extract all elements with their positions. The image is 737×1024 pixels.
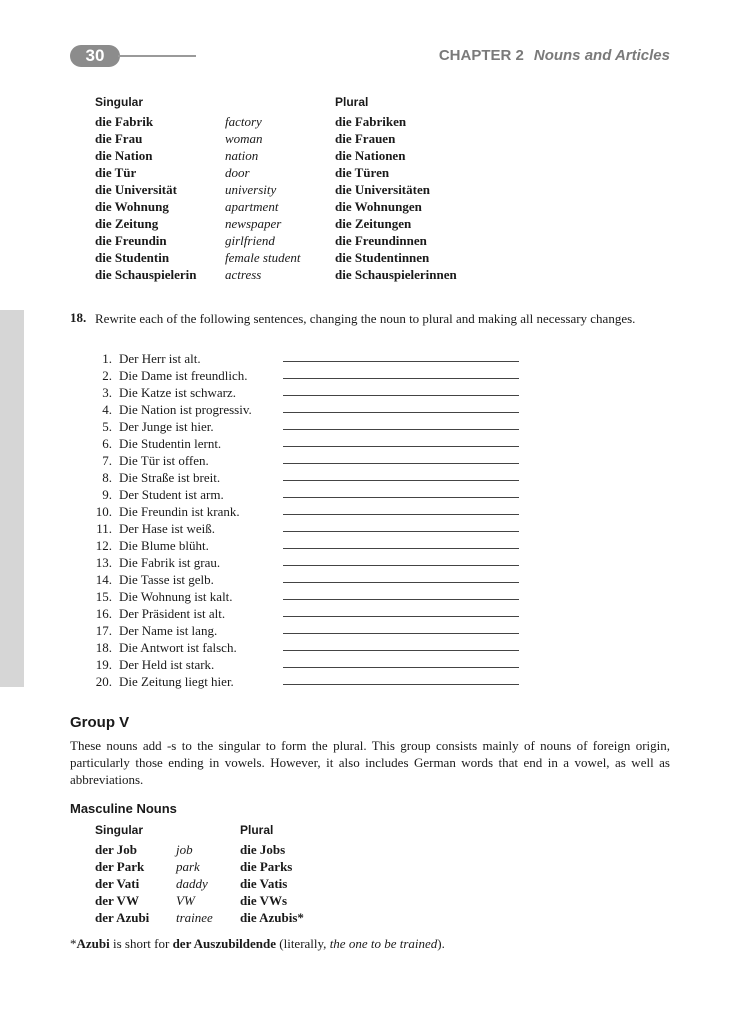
masculine-nouns-heading: Masculine Nouns	[70, 801, 177, 816]
singular-form: der Job	[95, 842, 138, 857]
singular-form: die Studentin	[95, 250, 170, 265]
exercise-item-number: 15.	[95, 589, 112, 604]
footnote-text-3: ).	[437, 936, 445, 951]
english-meaning: woman	[225, 131, 263, 146]
plural-form: die Studentinnen	[335, 250, 430, 265]
exercise-item-number: 11.	[96, 521, 112, 536]
footnote	[70, 936, 445, 952]
english-meaning: factory	[225, 114, 262, 129]
answer-line	[283, 684, 519, 685]
exercise-item-number: 7.	[102, 453, 112, 468]
answer-line	[283, 378, 519, 379]
english-meaning: job	[176, 842, 193, 857]
exercise-item-sentence: Die Tür ist offen.	[119, 453, 209, 468]
exercise-item	[84, 401, 524, 418]
answer-line	[283, 497, 519, 498]
answer-line	[283, 582, 519, 583]
singular-form: die Fabrik	[95, 114, 154, 129]
exercise-item	[84, 554, 524, 571]
exercise-item-sentence: Die Wohnung ist kalt.	[119, 589, 233, 604]
exercise-item-sentence: Die Studentin lernt.	[119, 436, 222, 451]
exercise-instruction: Rewrite each of the following sentences, changing the noun to plural and making all necessary changes.	[95, 311, 636, 326]
answer-line	[283, 361, 519, 362]
exercise-item	[84, 622, 524, 639]
plural-form: die Jobs	[240, 842, 286, 857]
exercise-item	[84, 435, 524, 452]
exercise-item	[84, 571, 524, 588]
singular-form: die Schauspielerin	[95, 267, 197, 282]
footnote-full-term: der Auszubildende	[172, 936, 277, 951]
exercise-item	[84, 588, 524, 605]
answer-line	[283, 429, 519, 430]
english-meaning: nation	[225, 148, 259, 163]
answer-line	[283, 446, 519, 447]
exercise-item-sentence: Der Name ist lang.	[119, 623, 218, 638]
exercise-item-sentence: Die Nation ist progressiv.	[119, 402, 252, 417]
exercise-item-sentence: Der Student ist arm.	[119, 487, 224, 502]
exercise-item	[84, 520, 524, 537]
plural-form: die Zeitungen	[335, 216, 412, 231]
answer-line	[283, 616, 519, 617]
page-number-badge: 30	[70, 45, 120, 67]
footnote-text-2: (literally,	[276, 936, 330, 951]
exercise-item	[84, 350, 524, 367]
answer-line	[283, 667, 519, 668]
plural-form: die Frauen	[335, 131, 396, 146]
exercise-item-sentence: Die Zeitung liegt hier.	[119, 674, 234, 689]
plural-form: die Türen	[335, 165, 390, 180]
plural-form: die Schauspielerinnen	[335, 267, 457, 282]
exercise-item	[84, 452, 524, 469]
plural-form: die Wohnungen	[335, 199, 422, 214]
exercise-item-sentence: Die Blume blüht.	[119, 538, 209, 553]
answer-line	[283, 599, 519, 600]
exercise-item-number: 17.	[95, 623, 112, 638]
exercise-item-number: 12.	[95, 538, 112, 553]
exercise-item-sentence: Die Straße ist breit.	[119, 470, 221, 485]
group-v-paragraph: These nouns add -s to the singular to form the plural. This group consists mainly of nouns of foreign origin, particularly those ending in vowels. However, it also includes German words that end in a vowel, as well as abbreviations.	[70, 738, 670, 787]
exercise-item-sentence: Der Junge ist hier.	[119, 419, 214, 434]
answer-line	[283, 548, 519, 549]
exercise-item	[84, 537, 524, 554]
english-meaning: VW	[176, 893, 195, 908]
exercise-item-number: 6.	[102, 436, 112, 451]
english-meaning: girlfriend	[225, 233, 275, 248]
exercise-item-sentence: Der Hase ist weiß.	[119, 521, 216, 536]
english-meaning: apartment	[225, 199, 279, 214]
singular-form: der Vati	[95, 876, 140, 891]
plural-form: die Universitäten	[335, 182, 430, 197]
answer-line	[283, 650, 519, 651]
exercise-item-number: 10.	[95, 504, 112, 519]
exercise-item	[84, 384, 524, 401]
exercise-item	[84, 656, 524, 673]
answer-line	[283, 531, 519, 532]
answer-line	[283, 395, 519, 396]
exercise-item	[84, 673, 524, 690]
exercise-item	[84, 503, 524, 520]
english-meaning: daddy	[176, 876, 208, 891]
plural-form: die Vatis	[240, 876, 288, 891]
exercise-item	[84, 367, 524, 384]
exercise-item	[84, 418, 524, 435]
singular-form: die Tür	[95, 165, 137, 180]
english-meaning: actress	[225, 267, 262, 282]
table1-plural-header: Plural	[335, 95, 369, 109]
english-meaning: university	[225, 182, 277, 197]
exercise-list	[84, 350, 524, 690]
footnote-meaning: the one to be trained	[329, 936, 438, 951]
answer-line	[283, 463, 519, 464]
footnote-term: Azubi	[76, 936, 110, 951]
singular-form: die Frau	[95, 131, 143, 146]
exercise-item-number: 1.	[102, 351, 112, 366]
exercise-item-number: 5.	[102, 419, 112, 434]
english-meaning: newspaper	[225, 216, 282, 231]
footnote-text-1: is short for	[109, 936, 173, 951]
table2-plural-header: Plural	[240, 823, 274, 837]
exercise-item-number: 19.	[95, 657, 112, 672]
chapter-title: Nouns and Articles	[533, 47, 670, 64]
exercise-item-number: 3.	[102, 385, 112, 400]
plural-form: die Fabriken	[335, 114, 407, 129]
plural-form: die Parks	[240, 859, 293, 874]
answer-line	[283, 514, 519, 515]
exercise-item-sentence: Die Fabrik ist grau.	[119, 555, 221, 570]
english-meaning: park	[176, 859, 200, 874]
header-rule	[118, 55, 196, 57]
plural-form: die Freundinnen	[335, 233, 427, 248]
exercise-item-sentence: Der Präsident ist alt.	[119, 606, 226, 621]
exercise-item-number: 2.	[102, 368, 112, 383]
answer-line	[283, 480, 519, 481]
singular-form: die Universität	[95, 182, 177, 197]
table2-singular-header: Singular	[95, 823, 144, 837]
singular-form: der Park	[95, 859, 145, 874]
singular-form: der VW	[95, 893, 139, 908]
footnote-star: *	[70, 936, 77, 951]
exercise-item	[84, 639, 524, 656]
exercise-number: 18.	[70, 310, 87, 325]
exercise-item-sentence: Der Herr ist alt.	[119, 351, 201, 366]
singular-form: die Freundin	[95, 233, 167, 248]
exercise-item-sentence: Die Tasse ist gelb.	[119, 572, 214, 587]
exercise-item-number: 8.	[102, 470, 112, 485]
singular-form: die Wohnung	[95, 199, 169, 214]
answer-line	[283, 565, 519, 566]
singular-form: die Nation	[95, 148, 153, 163]
exercise-item-number: 20.	[95, 674, 112, 689]
chapter-label: CHAPTER 2	[438, 47, 524, 64]
table1-singular-header: Singular	[95, 95, 144, 109]
singular-form: der Azubi	[95, 910, 150, 925]
plural-form: die VWs	[240, 893, 288, 908]
exercise-item-sentence: Die Dame ist freundlich.	[119, 368, 248, 383]
group-v-title: Group V	[70, 714, 130, 731]
exercise-item	[84, 469, 524, 486]
exercise-item-number: 18.	[95, 640, 112, 655]
exercise-item-number: 16.	[95, 606, 112, 621]
exercise-item-number: 13.	[95, 555, 112, 570]
exercise-item	[84, 486, 524, 503]
english-meaning: trainee	[176, 910, 213, 925]
exercise-item-sentence: Der Held ist stark.	[119, 657, 215, 672]
plural-form: die Azubis*	[240, 910, 304, 925]
plural-form: die Nationen	[335, 148, 406, 163]
exercise-item-number: 14.	[95, 572, 112, 587]
answer-line	[283, 633, 519, 634]
exercise-item-number: 4.	[102, 402, 112, 417]
exercise-item-sentence: Die Antwort ist falsch.	[119, 640, 237, 655]
exercise-item	[84, 605, 524, 622]
english-meaning: female student	[225, 250, 301, 265]
answer-line	[283, 412, 519, 413]
exercise-item-sentence: Die Freundin ist krank.	[119, 504, 240, 519]
exercise-item-sentence: Die Katze ist schwarz.	[119, 385, 236, 400]
singular-form: die Zeitung	[95, 216, 159, 231]
page-edge-tab	[0, 310, 24, 687]
chapter-header	[439, 47, 670, 64]
english-meaning: door	[225, 165, 250, 180]
exercise-item-number: 9.	[102, 487, 112, 502]
